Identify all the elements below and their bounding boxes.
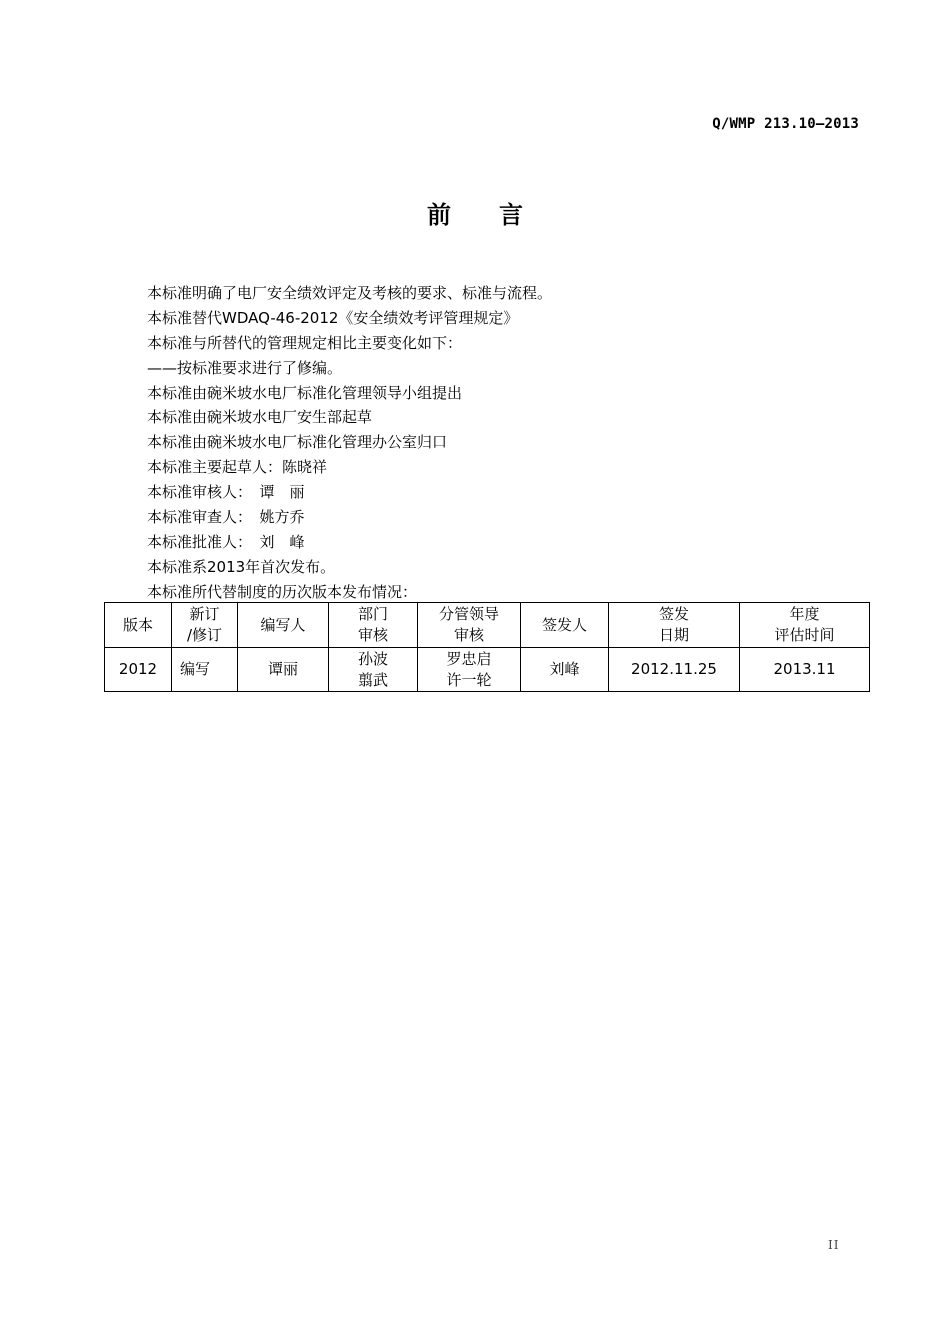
cell-author: 谭丽 xyxy=(238,648,329,692)
header-dept-review: 部门 审核 xyxy=(329,603,418,648)
header-type: 新订 /修订 xyxy=(172,603,238,648)
cell-leader-review: 罗忠启 许一轮 xyxy=(418,648,521,692)
preface-line: 本标准主要起草人：陈晓祥 xyxy=(147,458,328,477)
preface-line: 本标准由碗米坡水电厂标准化管理办公室归口 xyxy=(147,433,448,452)
header-sign-date: 签发 日期 xyxy=(609,603,740,648)
header-version: 版本 xyxy=(105,603,172,648)
preface-line: 本标准明确了电厂安全绩效评定及考核的要求、标准与流程。 xyxy=(147,284,553,302)
preface-line: ——按标准要求进行了修编。 xyxy=(147,358,343,377)
version-history-table xyxy=(104,602,870,692)
cell-signer: 刘峰 xyxy=(521,648,609,692)
preface-line: 本标准与所替代的管理规定相比主要变化如下： xyxy=(147,333,463,352)
page-number: II xyxy=(828,1238,840,1252)
page-title xyxy=(0,195,950,230)
preface-line: 本标准由碗米坡水电厂安生部起草 xyxy=(147,408,373,427)
cell-version: 2012 xyxy=(105,648,172,692)
header-author: 编写人 xyxy=(238,603,329,648)
preface-line: 本标准所代替制度的历次版本发布情况： xyxy=(147,582,418,601)
cell-sign-date: 2012.11.25 xyxy=(609,648,740,692)
cell-eval-time: 2013.11 xyxy=(740,648,870,692)
preface-line: 本标准由碗米坡水电厂标准化管理领导小组提出 xyxy=(147,383,463,402)
title-char-2: 言 xyxy=(499,201,523,229)
preface-line: 本标准替代WDAQ-46-2012《安全绩效考评管理规定》 xyxy=(147,308,519,327)
header-signer: 签发人 xyxy=(521,603,609,648)
preface-line: 本标准系2013年首次发布。 xyxy=(147,557,336,576)
table-header-row xyxy=(105,603,870,648)
document-code: Q/WMP 213.10—2013 xyxy=(712,116,859,132)
preface-line: 本标准审查人： 姚方乔 xyxy=(147,508,305,527)
preface-line: 本标准审核人： 谭 丽 xyxy=(147,483,305,502)
cell-type: 编写 xyxy=(172,648,238,692)
title-char-1: 前 xyxy=(427,201,451,229)
cell-dept-review: 孙波 翦武 xyxy=(329,648,418,692)
preface-body xyxy=(147,281,867,605)
preface-line: 本标准批准人： 刘 峰 xyxy=(147,532,305,551)
table-row xyxy=(105,648,870,692)
header-leader-review: 分管领导 审核 xyxy=(418,603,521,648)
header-eval-time: 年度 评估时间 xyxy=(740,603,870,648)
